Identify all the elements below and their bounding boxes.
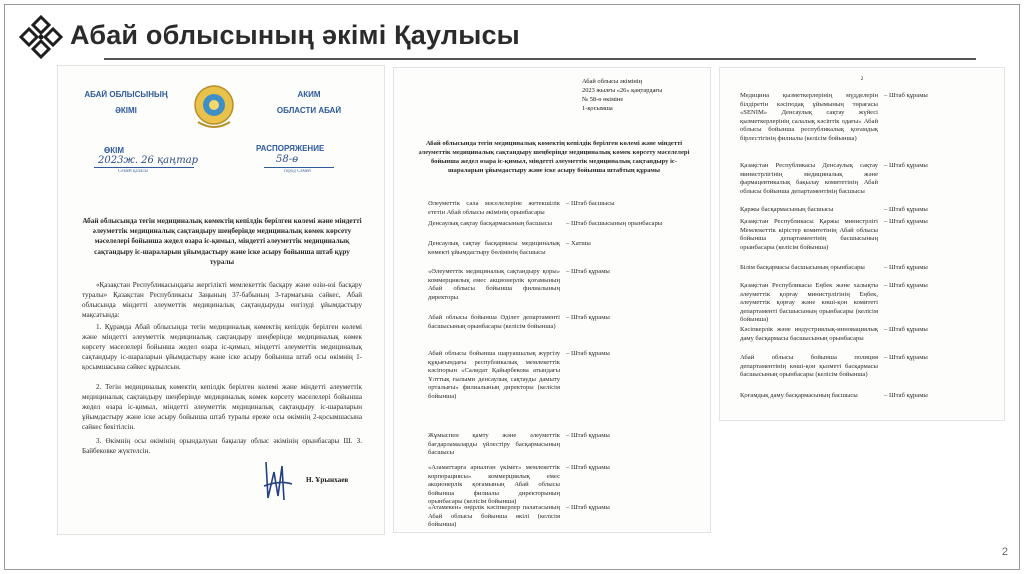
staff-row: «Әлеуметтік медициналық сақтандыру қоры» коммерциялық емес акционерлік қоғамының Абай облысы бойынша филиалының директоры – Штаб құрамы [428, 268, 610, 301]
staff-row: Қазақстан Республикасы Еңбек және халықты әлеуметтік қорғау министрлігінің Еңбек, әлеуметтік қорғау және көші-қон комитеті департаменті басшысының орынбасары (келісім бойынша) – Штаб құрамы [740, 282, 928, 324]
staff-row: Кәсіпкерлік және индустриялық-инновациялық даму басқармасы басшысының орынбасары – Штаб құрамы [740, 326, 928, 342]
handwritten-date: 2023ж. 26 қаңтар [98, 155, 199, 166]
title-underline [104, 58, 976, 60]
decree-title: Абай облысында тегін медициналық көмектің кепілдік берілген көлемі және міндетті әлеуметтік медициналық сақтандыру шеңберінде медициналық көмек көрсету мәселелері бойынша жедел өзара іс-қимыл, міндетті әлеуметтік медициналық сақтандыру іс-шараларын ұйымдастыру және іске асыру бойынша штаб құру туралы [82, 217, 362, 266]
staff-row: Әлеуметтік сала мәселелеріне жетекшілік ететін Абай облысы әкімінің орынбасары – Штаб басшысы [428, 200, 615, 216]
city-right: город Семей [284, 169, 311, 174]
appendix-corner-line3: № 58-ө өкіміне [582, 96, 624, 103]
staff-row: Қазақстан Республикасы Қаржы министрлігі Мемлекеттік кірістер комитетінің Абай облысы бойынша департаментінің басшысының орынбасары (келісім бойынша) – Штаб құрамы [740, 218, 928, 251]
staff-row: «Азаматтарға арналған үкімет» мемлекеттік корпорациясы» коммерциялық емес акционерлік қоғамының Абай облысы бойынша филиалы директорының орынбасары (келісім бойынша) – Штаб құрамы [428, 464, 610, 506]
staff-row: Абай облысы бойынша Әділет департаменті басшысының орынбасары (келісім бойынша) – Штаб құрамы [428, 314, 610, 330]
slide-title: Абай облысының әкімі Қаулысы [70, 20, 520, 50]
decree-item-3: 3. Өкімнің осы өкімінің орындалуын бақылау облыс әкімінің орынбасары Ш. З. Байбековке жүктелсін. [82, 437, 362, 456]
page-number: 2 [1001, 546, 1008, 558]
decree-item-1: 1. Құрамда Абай облысында тегін медициналық көмектің кепілдік берілген көлемі және міндетті әлеуметтік медициналық сақтандыру шеңберінде медициналық көмек көрсету мәселелері бойынша жедел өзара іс-қимыл, міндетті әлеуметтік медициналық сақтандыру іс-шараларын ұйымдастыру және іске асыру бойынша штаб осы өкімнің 1-қосымшасына сәйкес құрылсын. [82, 323, 362, 372]
signature-icon [258, 456, 298, 506]
appendix-corner-line1: Абай облысы әкімінің [582, 78, 643, 85]
handwritten-number: 58-ө [276, 154, 299, 165]
label-rasporyazhenie: РАСПОРЯЖЕНИЕ [256, 144, 325, 153]
staff-row: «Атамекен» өңірлік кәсіпкерлер палатасының Абай облысы бойынша өкілі (келісім бойынша) – Штаб құрамы [428, 504, 610, 529]
staff-row: Қоғамдық даму басқармасының басшысы – Штаб құрамы [740, 392, 928, 399]
city-left: Семей қаласы [118, 169, 148, 174]
appendix-page-1 [394, 68, 710, 532]
decree-document-page [58, 66, 384, 534]
header-right-line2: ОБЛАСТИ АБАЙ [276, 106, 342, 115]
staff-row: Қазақстан Республикасы Денсаулық сақтау министрлігінің медициналық және фармацевтикалық бақылау комитетінің Абай облысы бойынша департаментінің басшысы – Штаб құрамы [740, 162, 928, 195]
signer-name: Н. Ұрынхаев [306, 476, 349, 484]
appendix-page-2 [720, 68, 1004, 420]
staff-row: Қаржы басқармасының басшысы – Штаб құрамы [740, 206, 928, 213]
label-okim: ӨКІМ [104, 146, 124, 155]
staff-row: Абай облысы бойынша шаруашылық жүргізу құқығындағы республикалық мемлекеттік кәсіпорын «Салидат Қайырбекова атындағы Ұлттық ғылыми денсаулық сақтауды дамыту орталығы» филиалының директоры (келісім бойынша) – Штаб құрамы [428, 350, 610, 400]
staff-row: Медицина қызметкерлерінің мүдделерін білдіретін кәсіподақ ұйымының төрағасы «SENIM» Денсаулық сақтау жүйесі қызметкерлерінің салалық кәсіптік одағы» Абай облысы бойынша республикалық қоғамдық бірлестігінің филиалы (келісім бойынша) – Штаб құрамы [740, 92, 928, 142]
ornament-logo-icon [18, 14, 64, 60]
staff-row: Денсаулық сақтау басқармасының басшысы – Штаб басшысының орынбасары [428, 220, 663, 227]
staff-row: Денсаулық сақтау басқармасы медициналық көмекті ұйымдастыру бөлімінің басшысы – Хатшы [428, 240, 591, 256]
date-underline [94, 167, 194, 168]
staff-row: Абай облысы бойынша полиция департаментінің көші-қон қызметі басқармасы басшысының орынбасары (келісім бойынша) – Штаб құрамы [740, 354, 928, 379]
decree-preamble: «Қазақстан Республикасындағы жергілікті мемлекеттік басқару және өзін-өзі басқару туралы» Қазақстан Республикасы Заңының 37-бабының 3-тармағына сәйкес, Абай облысында міндетті әлеуметтік медициналық сақтандыруды енгізуді ұйымдастыру мақсатында: [82, 281, 362, 320]
appendix-corner-line2: 2023 жылғы «26» қаңтардағы [582, 87, 663, 94]
appendix-title: Абай облысында тегін медициналық көмектің кепілдік берілген көлемі және міндетті әлеуметтік медициналық сақтандыру шеңберінде медициналық көмек көрсету мәселелері бойынша жедел өзара іс-қимыл, міндетті әлеуметтік медициналық сақтандыру іс-шараларын ұйымдастыру және іске асыру бойынша штабтың құрамы [418, 140, 690, 174]
header-left-line2: ӘКІМІ [115, 106, 137, 115]
staff-row: Жұмыспен қамту және әлеуметтік бағдарламаларды үйлестіру басқармасының басшысы – Штаб құрамы [428, 432, 610, 457]
appendix-corner-line4: 1-қосымша [582, 105, 613, 112]
number-underline [264, 167, 334, 168]
header-left-line1: АБАЙ ОБЛЫСЫНЫҢ [84, 90, 168, 99]
state-emblem-icon [192, 82, 236, 132]
decree-item-2: 2. Тегін медициналық көмектің кепілдік берілген көлемі және міндетті әлеуметтік медициналық сақтандыру шеңберінде медициналық көмек көрсету мәселелері бойынша жедел өзара іс-қимыл, міндетті әлеуметтік медициналық сақтандыру іс-шараларын ұйымдастыру және іске асыру бойынша штаб туралы ереже осы өкімнің 2-қосымшасына сәйкес бекітілсін. [82, 383, 362, 432]
header-right-line1: АКИМ [297, 90, 321, 99]
appendix-page-mark: 2 [860, 76, 864, 82]
staff-row: Білім басқармасы басшысының орынбасары – Штаб құрамы [740, 264, 928, 271]
